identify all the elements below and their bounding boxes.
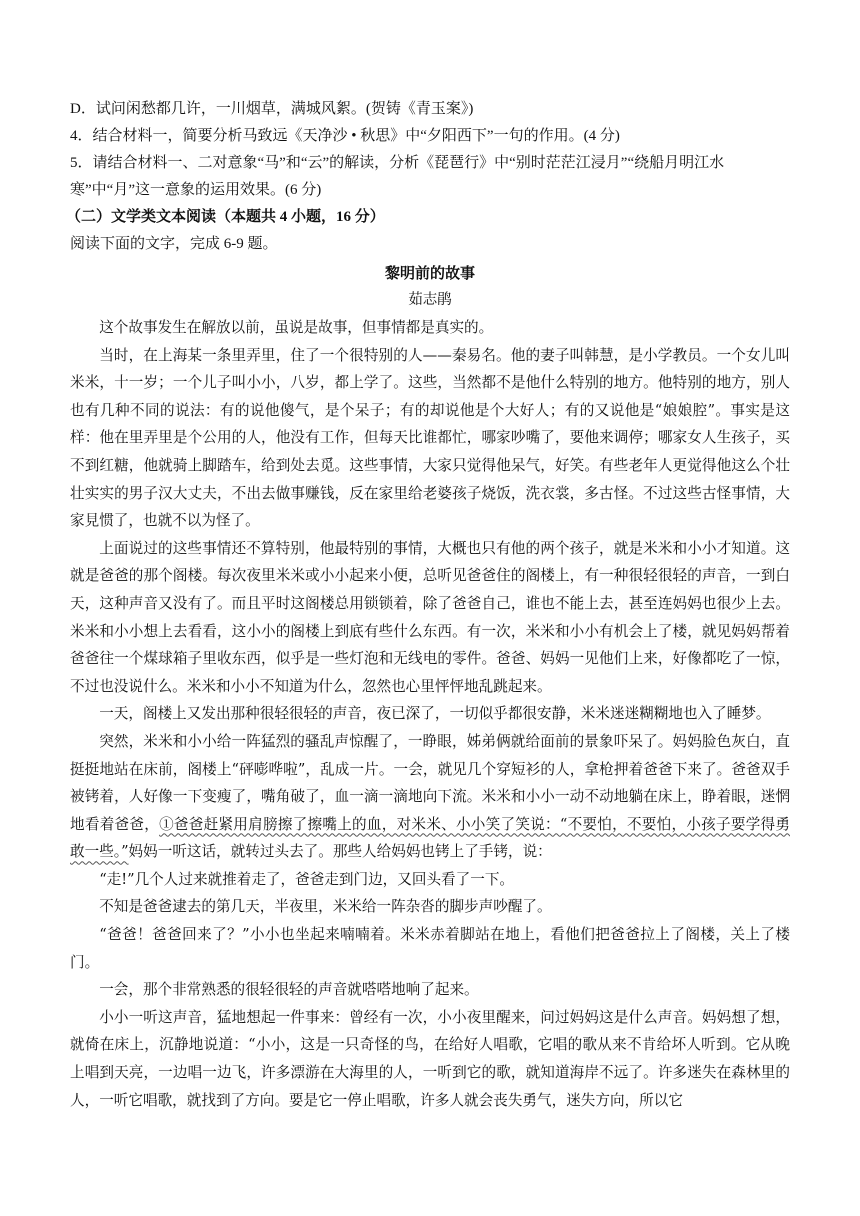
story-paragraph-9: 一会，那个非常熟悉的很轻很轻的声音就嗒嗒地响了起来。 — [99, 981, 479, 999]
story-paragraph-4: 一天，阁楼上又发出那种很轻很轻的声音，夜已深了，一切似乎都很安静，米米迷迷糊糊地也入了睡梦。 — [99, 705, 771, 723]
story-paragraph-8: “爸爸！爸爸回来了？”小小也坐起来喃喃着。米米赤着脚站在地上，看他们把爸爸拉上了阁楼，关上了楼门。 — [70, 926, 790, 971]
story-paragraph-1: 这个故事发生在解放以前，虽说是故事，但事情都是真实的。 — [99, 319, 494, 336]
section-instruction: 阅读下面的文字，完成 6-9 题。 — [70, 236, 278, 252]
story-paragraph-2: 当时，在上海某一条里弄里，住了一个很特别的人——秦易名。他的妻子叫韩慧，是小学教员。一个女儿叫米米，十一岁；一个儿子叫小小，八岁，都上学了。这些，当然都不是他什么特别的地方。他特别的地方，别人也有几种不同的说法：有的说他傻气，是个呆子；有的却说他是个大好人；有的又说他是“娘娘腔”。事实是这样：他在里弄里是个公用的人，他没有工作，但每天比谁都忙，哪家吵嘴了，要他来调停；哪家女人生孩子，买不到红糖，他就骑上脚踏车，给到处去觅。这些事情，大家只觉得他呆气，好笑。有些老年人更觉得他这么个壮壮实实的男子汉大丈夫，不出去做事赚钱，反在家里给老婆孩子烧饭，洗衣裳，多古怪。不过这些古怪事情，大家見惯了，也就不以为怪了。 — [70, 346, 790, 530]
question-4: 4．结合材料一，简要分析马致远《天净沙 • 秋思》中“夕阳西下”一句的作用。(4 分) — [70, 128, 620, 144]
question-5: 5．请结合材料一、二对意象“马”和“云”的解读，分析《琵琶行》中“别时茫茫江浸月”“绕船月明江水寒”中“月”这一意象的运用效果。(6 分) — [70, 155, 725, 198]
story-author: 茹志鹃 — [408, 292, 452, 308]
marked-sentence-1: ①爸爸赶紧用肩膀擦了擦嘴上的血，对米米、小小笑了笑说：“不要怕，不要怕，小孩子要学得勇敢一些。” — [70, 815, 790, 861]
story-paragraph-6: “走!”几个人过来就推着走了，爸爸走到门边，又回头看了一下。 — [99, 870, 515, 888]
section-heading: （二）文学类文本阅读（本题共 4 小题，16 分） — [66, 209, 385, 225]
story-paragraph-5-text-after: 妈妈一听这话，就转过头去了。那些人给妈妈也铐上了手铐，说： — [128, 843, 552, 861]
story-paragraph-3: 上面说过的这些事情还不算特别，他最特别的事情，大概也只有他的两个孩子，就是米米和小小才知道。这就是爸爸的那个阁楼。每次夜里米米或小小起来小便，总听见爸爸住的阁楼上，有一种很轻很轻的声音，一到白天，这种声音又没有了。而且平时这阁楼总用锁锁着，除了爸爸自己，谁也不能上去，甚至连妈妈也很少上去。米米和小小想上去看看，这小小的阁楼上到底有些什么东西。有一次，米米和小小有机会上了楼，就见妈妈帮着爸爸往一个煤球箱子里收东西，似乎是一些灯泡和无线电的零件。爸爸、妈妈一见他们上来，好像都吃了一惊，不过也没说什么。米米和小小不知道为什么，忽然也心里怦怦地乱跳起来。 — [70, 539, 790, 695]
story-paragraph-5-text-before: 突然，米米和小小给一阵猛烈的骚乱声惊醒了，一睁眼，姊弟俩就给面前的景象吓呆了。妈妈脸色灰白，直挺挺地站在床前，阁楼上“砰嘭哗啦”，乱成一片。一会，就见几个穿短衫的人，拿枪押着爸爸下来了。爸爸双手被铐着，人好像一下变瘦了，嘴角破了，血一滴一滴地向下流。米米和小小一动不动地躺在床上，睁着眼，迷惘地看着爸爸， — [70, 732, 790, 833]
story-paragraph-7: 不知是爸爸逮去的第几天，半夜里，米米给一阵杂沓的脚步声吵醒了。 — [99, 898, 552, 916]
story-title: 黎明前的故事 — [384, 264, 475, 282]
option-d: D．试问闲愁都几许，一川烟草，满城风絮。(贺铸《青玉案》) — [70, 101, 474, 117]
story-paragraph-10: 小小一听这声音，猛地想起一件事来：曾经有一次，小小夜里醒来，问过妈妈这是什么声音。妈妈想了想，就倚在床上，沉静地说道：“小小，这是一只奇怪的鸟，在给好人唱歌，它唱的歌从来不肯给坏人听到。它从晚上唱到天亮，一边唱一边飞，许多漂游在大海里的人，一听到它的歌，就知道海岸不远了。许多迷失在森林里的人，一听它唱歌，就找到了方向。要是它一停止唱歌，许多人就会丧失勇气，迷失方向，所以它 — [70, 1008, 790, 1109]
story-paragraph-5 — [70, 728, 790, 866]
